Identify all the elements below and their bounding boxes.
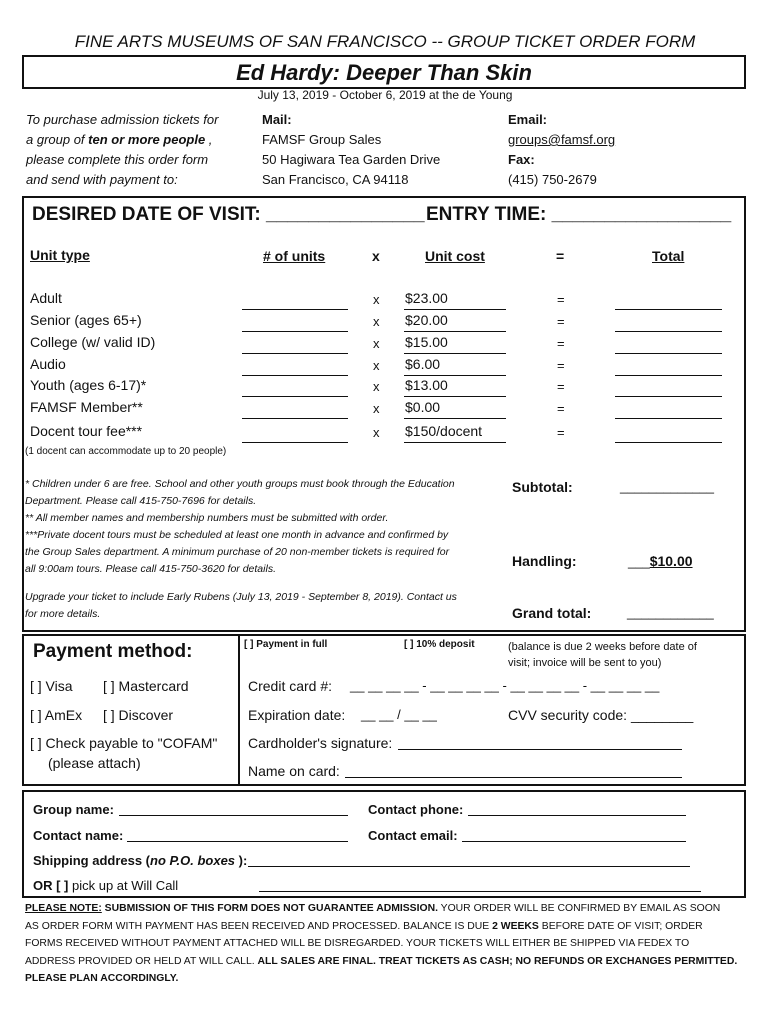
- intro-line: please complete this order form: [26, 152, 209, 167]
- email-link[interactable]: groups@famsf.org: [508, 132, 616, 147]
- header-unit-cost: Unit cost: [425, 248, 485, 264]
- mail-line: 50 Hagiwara Tea Garden Drive: [262, 152, 441, 167]
- equals-sign: =: [557, 336, 565, 351]
- table-row: [0, 399, 770, 421]
- unit-cost: $20.00: [405, 312, 448, 328]
- note-line: ** All member names and membership numbers must be submitted with order.: [25, 512, 389, 524]
- units-field[interactable]: [242, 442, 348, 443]
- balance-line: visit; invoice will be sent to you): [508, 657, 662, 669]
- unit-cost-underline: [404, 309, 506, 310]
- shipping-label: Shipping address (no P.O. boxes ):: [33, 853, 248, 868]
- units-field[interactable]: [242, 309, 348, 310]
- unit-cost-underline: [404, 418, 506, 419]
- email-label: Email:: [508, 112, 548, 127]
- table-row: [0, 423, 770, 445]
- mastercard-checkbox[interactable]: [ ] Mastercard: [103, 678, 189, 694]
- total-field[interactable]: [615, 418, 722, 419]
- payment-title: Payment method:: [33, 641, 193, 662]
- header-x: x: [372, 248, 380, 264]
- handling-value: ___$10.00: [628, 553, 693, 569]
- unit-cost: $6.00: [405, 356, 441, 372]
- note-line: * Children under 6 are free. School and other youth groups must book through the Education: [25, 478, 455, 490]
- header-equals: =: [556, 248, 565, 264]
- signature-label: Cardholder's signature:: [248, 735, 393, 751]
- footer-notice: [25, 900, 745, 988]
- equals-sign: =: [557, 292, 565, 307]
- intro-line: a group of ten or more people ,: [26, 132, 213, 147]
- table-row: [0, 290, 770, 312]
- intro-line: To purchase admission tickets for: [26, 112, 219, 127]
- unit-cost: $15.00: [405, 334, 448, 350]
- grand-total-label: Grand total:: [512, 605, 592, 621]
- header-total: Total: [652, 248, 685, 264]
- total-field[interactable]: [615, 331, 722, 332]
- total-field[interactable]: [615, 375, 722, 376]
- times-sign: x: [373, 425, 380, 440]
- payment-divider: [238, 634, 240, 786]
- footer-line: AS ORDER FORM WITH PAYMENT HAS BEEN RECEIVED AND PROCESSED. BALANCE IS DUE 2 WEEKS BEFORE DATE OF VISIT; ORDER: [25, 920, 703, 932]
- deposit-checkbox[interactable]: [ ] 10% deposit: [404, 639, 475, 650]
- contact-name-line[interactable]: [127, 841, 348, 842]
- exhibit-title: Ed Hardy: Deeper Than Skin: [236, 60, 532, 85]
- mail-line: FAMSF Group Sales: [262, 132, 382, 147]
- note-line: Upgrade your ticket to include Early Rubens (July 13, 2019 - September 8, 2019). Contact us: [25, 591, 457, 603]
- header-unit-type: Unit type: [30, 247, 90, 263]
- times-sign: x: [373, 336, 380, 351]
- unit-type: College (w/ valid ID): [30, 334, 156, 350]
- note-line: for more details.: [25, 608, 101, 620]
- discover-checkbox[interactable]: [ ] Discover: [103, 707, 174, 723]
- equals-sign: =: [557, 425, 565, 440]
- footnotes: [25, 476, 457, 623]
- table-row: [0, 356, 770, 378]
- address-line-2[interactable]: [259, 891, 701, 892]
- footer-line: PLEASE NOTE: SUBMISSION OF THIS FORM DOES NOT GUARANTEE ADMISSION. YOUR ORDER WILL BE CONFIRMED BY EMAIL AS SOON: [25, 903, 721, 914]
- shipping-line[interactable]: [248, 866, 690, 867]
- name-on-card-label: Name on card:: [248, 763, 340, 779]
- unit-cost-underline: [404, 353, 506, 354]
- balance-line: (balance is due 2 weeks before date of: [508, 641, 697, 653]
- name-on-card-line[interactable]: [345, 777, 682, 778]
- group-name-line[interactable]: [119, 815, 348, 816]
- table-row: [0, 312, 770, 334]
- unit-type: Docent tour fee***: [30, 423, 143, 439]
- times-sign: x: [373, 358, 380, 373]
- note-line: ***Private docent tours must be scheduled at least one month in advance and confirmed by: [25, 529, 449, 541]
- credit-card-label: Credit card #:: [248, 678, 333, 694]
- footer-line: FORMS RECEIVED WITHOUT PAYMENT ATTACHED WILL BE DISREGARDED. YOUR TICKETS WILL EITHER BE SHIPPED VIA FEDEX TO: [25, 938, 690, 949]
- intro-line: and send with payment to:: [26, 172, 178, 187]
- units-field[interactable]: [242, 418, 348, 419]
- mail-label: Mail:: [262, 112, 292, 127]
- subtotal-value[interactable]: _____________: [620, 479, 714, 494]
- visit-date-field[interactable]: DESIRED DATE OF VISIT: _______________: [32, 204, 425, 225]
- units-field[interactable]: [242, 331, 348, 332]
- units-field[interactable]: [242, 375, 348, 376]
- entry-time-field[interactable]: ENTRY TIME: _________________: [426, 204, 732, 225]
- times-sign: x: [373, 314, 380, 329]
- unit-type: Audio: [30, 356, 66, 372]
- expiration-field[interactable]: __ __ / __ __: [361, 707, 437, 722]
- docent-note: (1 docent can accommodate up to 20 people): [25, 446, 227, 457]
- unit-cost-underline: [404, 331, 506, 332]
- unit-type: Adult: [30, 290, 62, 306]
- units-field[interactable]: [242, 396, 348, 397]
- unit-cost-underline: [404, 442, 506, 443]
- total-field[interactable]: [615, 309, 722, 310]
- intro-text: [26, 110, 218, 190]
- header-units: # of units: [263, 248, 326, 264]
- form-header-title: FINE ARTS MUSEUMS OF SAN FRANCISCO -- GROUP TICKET ORDER FORM: [74, 32, 696, 51]
- equals-sign: =: [557, 401, 565, 416]
- check-checkbox[interactable]: [ ] Check payable to "COFAM": [30, 735, 218, 751]
- times-sign: x: [373, 292, 380, 307]
- fax-number: (415) 750-2679: [508, 172, 597, 187]
- visa-checkbox[interactable]: [ ] Visa: [30, 678, 73, 694]
- contact-phone-line[interactable]: [468, 815, 686, 816]
- contact-name-label: Contact name:: [33, 828, 124, 843]
- table-row: [0, 334, 770, 356]
- total-field[interactable]: [615, 442, 722, 443]
- credit-card-field[interactable]: __ __ __ __ - __ __ __ __ - __ __ __ __ - __ __ __ __: [350, 678, 660, 693]
- cvv-field[interactable]: CVV security code: ________: [508, 707, 694, 723]
- equals-sign: =: [557, 379, 565, 394]
- unit-type: FAMSF Member**: [30, 399, 143, 415]
- times-sign: x: [373, 379, 380, 394]
- subtotal-label: Subtotal:: [512, 479, 573, 495]
- table-row: [0, 377, 770, 399]
- check-note: (please attach): [48, 755, 141, 771]
- total-field[interactable]: [615, 396, 722, 397]
- amex-checkbox[interactable]: [ ] AmEx: [30, 707, 83, 723]
- contact-info: [508, 110, 615, 190]
- exhibit-dates: July 13, 2019 - October 6, 2019 at the de Young: [257, 88, 513, 102]
- expiration-label: Expiration date:: [248, 707, 346, 723]
- grand-total-value[interactable]: ____________: [627, 605, 714, 620]
- mail-address: [262, 110, 440, 190]
- balance-note: [508, 639, 697, 671]
- footer-line: ADDRESS PROVIDED OR HELD AT WILL CALL. ALL SALES ARE FINAL. TREAT TICKETS AS CASH; NO REFUNDS OR EXCHANGES PERMITTED.: [25, 955, 738, 967]
- times-sign: x: [373, 401, 380, 416]
- unit-cost: $0.00: [405, 399, 441, 415]
- will-call-option[interactable]: OR [ ] pick up at Will Call: [33, 878, 179, 893]
- unit-type: Youth (ages 6-17)*: [30, 377, 147, 393]
- equals-sign: =: [557, 358, 565, 373]
- handling-label: Handling:: [512, 553, 577, 569]
- unit-cost-underline: [404, 375, 506, 376]
- fax-label: Fax:: [508, 152, 535, 167]
- unit-type: Senior (ages 65+): [30, 312, 142, 328]
- units-field[interactable]: [242, 353, 348, 354]
- contact-email-label: Contact email:: [368, 828, 458, 843]
- unit-cost: $23.00: [405, 290, 448, 306]
- note-line: all 9:00am tours. Please call 415-750-3620 for details.: [25, 563, 276, 575]
- total-field[interactable]: [615, 353, 722, 354]
- payment-full-checkbox[interactable]: [ ] Payment in full: [244, 639, 328, 650]
- mail-line: San Francisco, CA 94118: [262, 172, 409, 187]
- unit-cost: $150/docent: [405, 423, 483, 439]
- exhibit-title-box: [22, 55, 746, 89]
- signature-line[interactable]: [398, 749, 682, 750]
- note-line: Department. Please call 415-750-7696 for details.: [25, 495, 257, 507]
- contact-email-line[interactable]: [462, 841, 686, 842]
- group-name-label: Group name:: [33, 802, 114, 817]
- unit-cost: $13.00: [405, 377, 448, 393]
- unit-cost-underline: [404, 396, 506, 397]
- contact-phone-label: Contact phone:: [368, 802, 464, 817]
- equals-sign: =: [557, 314, 565, 329]
- footer-line: PLEASE PLAN ACCORDINGLY.: [25, 973, 179, 984]
- note-line: the Group Sales department. A minimum purchase of 20 non-member tickets is required for: [25, 546, 450, 558]
